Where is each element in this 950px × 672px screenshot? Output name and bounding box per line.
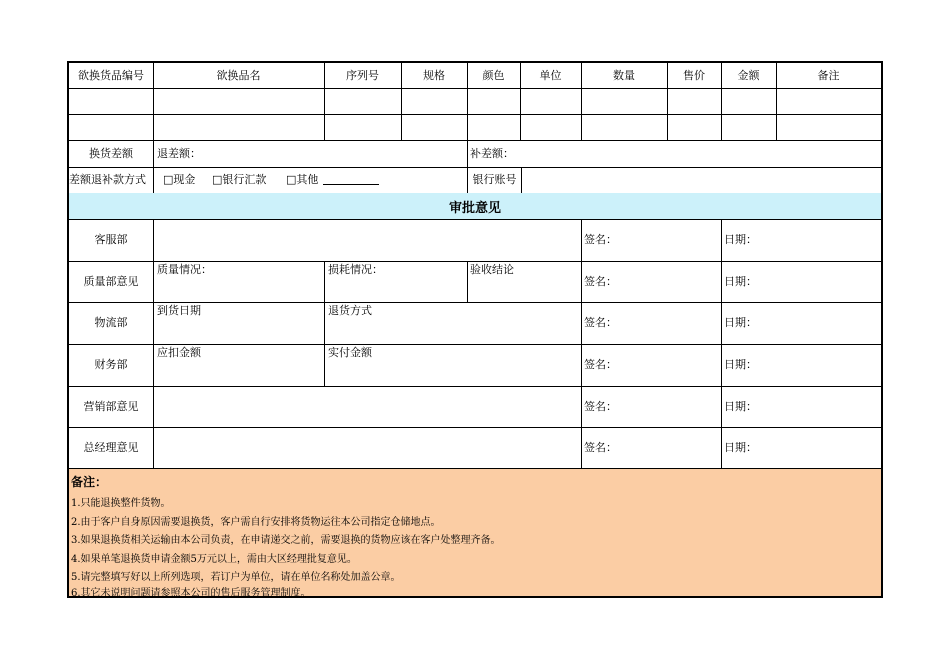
supplement-diff-field[interactable]: 补差额： [470, 146, 514, 160]
exchange-form-sheet [67, 61, 883, 598]
table-cell-input[interactable] [154, 115, 324, 140]
note-item: 4.如果单笔退换货申请金额5万元以上，需由大区经理批复意见。 [71, 554, 357, 565]
approval-title: 审批意见 [448, 200, 501, 216]
header-cell-quantity: 数量 [613, 68, 635, 82]
date-field[interactable]: 日期： [724, 274, 757, 288]
header-cell-unit: 单位 [539, 68, 562, 82]
signature-field[interactable]: 签名： [584, 233, 617, 247]
acceptance-conclusion-field[interactable]: 验收结论 [470, 263, 514, 276]
arrival-date-field[interactable]: 到货日期 [157, 304, 201, 317]
note-item: 5.请完整填写好以上所列选项，若订户为单位，请在单位名称处加盖公章。 [71, 572, 401, 583]
signature-field[interactable]: 签名： [584, 358, 617, 372]
notes-title: 备注： [71, 475, 108, 489]
refund-diff-field[interactable]: 退差额： [157, 146, 201, 160]
other-fill-line[interactable] [322, 167, 382, 193]
signature-field[interactable]: 签名： [584, 399, 617, 413]
cash-checkbox[interactable]: □现金 [163, 173, 196, 187]
finance-dept-label: 财务部 [94, 358, 128, 372]
header-cell-remarks: 备注 [817, 68, 840, 82]
bank-account-field[interactable] [522, 167, 881, 193]
header-cell-item-no: 欲换货品编号 [78, 68, 144, 82]
date-field[interactable]: 日期： [724, 316, 757, 330]
logistics-dept-label: 物流部 [94, 316, 128, 330]
header-cell-item-name: 欲换品名 [216, 68, 261, 82]
note-item: 1.只能退换整件货物。 [71, 498, 171, 509]
header-cell-price: 售价 [683, 68, 705, 82]
note-item: 3.如果退换货相关运输由本公司负责，在申请递交之前，需要退换的货物应该在客户处整理齐备。 [71, 535, 501, 546]
grid-line [324, 261, 325, 386]
table-cell-input[interactable] [154, 89, 324, 114]
grid-line [581, 219, 582, 469]
bank-transfer-checkbox[interactable]: □银行汇款 [212, 173, 267, 187]
other-checkbox[interactable]: □其他 [286, 173, 319, 187]
header-cell-spec: 规格 [423, 68, 445, 82]
actual-payment-field[interactable]: 实付金额 [328, 346, 372, 359]
payment-method-label: 差额退补款方式 [69, 173, 146, 187]
signature-field[interactable]: 签名： [584, 316, 617, 330]
return-method-field[interactable]: 退货方式 [328, 304, 372, 317]
quality-dept-label: 质量部意见 [83, 274, 139, 288]
approval-section-header [69, 193, 881, 219]
table-cell-input[interactable] [69, 115, 153, 140]
date-field[interactable]: 日期： [724, 358, 757, 372]
note-item: 2.由于客户自身原因需要退换货，客户需自行安排将货物运往本公司指定仓储地点。 [71, 517, 441, 528]
marketing-opinion-field[interactable] [154, 386, 581, 427]
date-field[interactable]: 日期： [724, 399, 757, 413]
customer-service-opinion-field[interactable] [154, 219, 581, 261]
grid-line [721, 219, 722, 469]
bank-account-label: 银行账号 [472, 173, 517, 187]
deduction-amount-field[interactable]: 应扣金额 [157, 346, 201, 359]
date-field[interactable]: 日期： [724, 233, 757, 247]
signature-field[interactable]: 签名： [584, 274, 617, 288]
quality-condition-field[interactable]: 质量情况： [157, 263, 212, 276]
loss-condition-field[interactable]: 损耗情况： [328, 263, 383, 276]
signature-field[interactable]: 签名： [584, 440, 617, 454]
header-cell-amount: 金额 [737, 68, 760, 82]
header-cell-serial: 序列号 [346, 68, 379, 82]
price-diff-label: 换货差额 [89, 146, 133, 160]
customer-service-label: 客服部 [94, 233, 128, 247]
notes-section [69, 469, 881, 599]
general-manager-label: 总经理意见 [83, 440, 139, 454]
date-field[interactable]: 日期： [724, 440, 757, 454]
table-cell-input[interactable] [69, 89, 153, 114]
header-cell-color: 颜色 [482, 68, 505, 82]
general-manager-opinion-field[interactable] [154, 427, 581, 468]
note-item: 6.其它未说明问题请参照本公司的售后服务管理制度。 [71, 588, 311, 599]
marketing-dept-label: 营销部意见 [83, 399, 139, 413]
grid-line [467, 261, 468, 302]
